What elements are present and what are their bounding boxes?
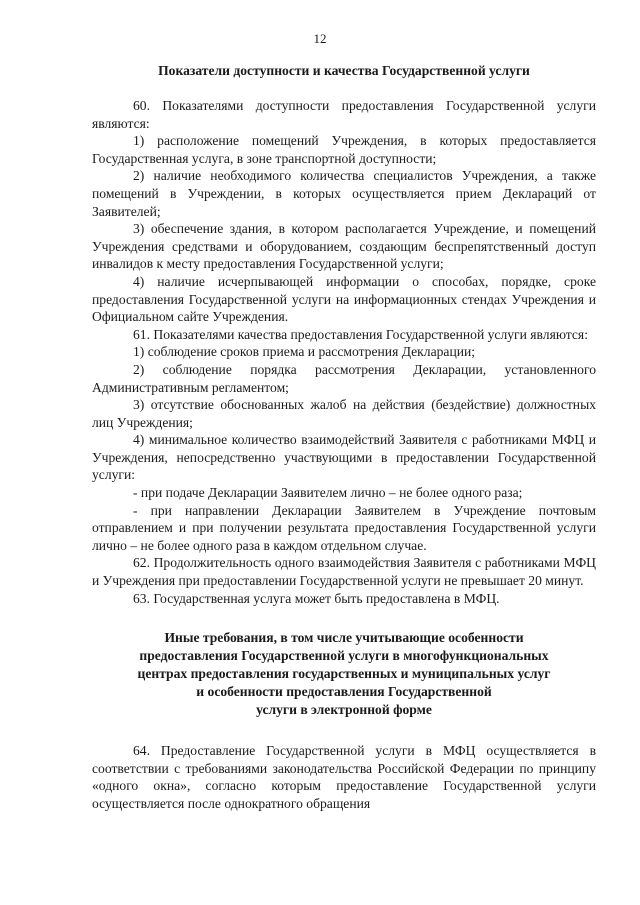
heading2-line: и особенности предоставления Государственной	[196, 684, 492, 700]
paragraph-60-item-4: 4) наличие исчерпывающей информации о способах, порядке, сроке предоставления Государственной услуги на информационных стендах Учреждения и Официальном сайте Учреждения.	[92, 273, 596, 325]
heading2-line: Иные требования, в том числе учитывающие особенности	[164, 630, 524, 646]
section-heading: Показатели доступности и качества Государственной услуги	[158, 63, 530, 78]
heading2-line: предоставления Государственной услуги в многофункциональных	[139, 648, 549, 664]
section-heading-2	[92, 629, 596, 719]
paragraph-61-item-3: 3) отсутствие обоснованных жалоб на действия (бездействие) должностных лиц Учреждения;	[92, 397, 596, 430]
paragraph-61-item-4: 4) минимальное количество взаимодействий Заявителя с работниками МФЦ и Учреждения, непосредственно участвующими в предоставлении Государственной услуги:	[92, 432, 596, 483]
paragraph-62: 62. Продолжительность одного взаимодействия Заявителя с работниками МФЦ и Учреждения при предоставлении Государственной услуги не превышает 20 минут.	[92, 555, 596, 589]
paragraph-61-item-1: 1) соблюдение сроков приема и рассмотрения Декларации;	[133, 344, 476, 360]
paragraph-60-item-2: 2) наличие необходимого количества специалистов Учреждения, а также помещений в Учреждении, в которых осуществляется прием Деклараций от Заявителей;	[92, 168, 596, 219]
page-number: 12	[313, 31, 327, 46]
heading2-line: центрах предоставления государственных и муниципальных услуг	[137, 666, 551, 682]
paragraph-63: 63. Государственная услуга может быть предоставлена в МФЦ.	[133, 590, 500, 606]
paragraph-61-item-4b: - при направлении Декларации Заявителем в Учреждение почтовым отправлением и при получении результата предоставления Государственной услуги лично – не более одного раза в каждом отдельном случае.	[92, 502, 596, 553]
paragraph-60-item-3: 3) обеспечение здания, в котором располагается Учреждение, и помещений Учреждения средствами и оборудованием, создающим беспрепятственный доступ инвалидов к месту предоставления Государственной услуги;	[92, 221, 596, 272]
document-body	[92, 97, 596, 813]
paragraph-60: 60. Показателями доступности предоставления Государственной услуги являются:	[92, 98, 596, 131]
heading2-line: услуги в электронной форме	[256, 702, 432, 718]
paragraph-61-item-4a: - при подаче Декларации Заявителем лично – не более одного раза;	[133, 485, 523, 501]
paragraph-64: 64. Предоставление Государственной услуги в МФЦ осуществляется в соответствии с требованиями законодательства Российской Федерации по принципу «одного окна», согласно которым предоставление Государственной услуги осуществляется после однократного обращения	[92, 743, 596, 811]
paragraph-61: 61. Показателями качества предоставления Государственной услуги являются:	[133, 326, 588, 342]
paragraph-61-item-2: 2) соблюдение порядка рассмотрения Декларации, установленного Административным регламентом;	[92, 361, 596, 395]
paragraph-60-item-1: 1) расположение помещений Учреждения, в которых предоставляется Государственная услуга, в зоне транспортной доступности;	[92, 133, 596, 166]
